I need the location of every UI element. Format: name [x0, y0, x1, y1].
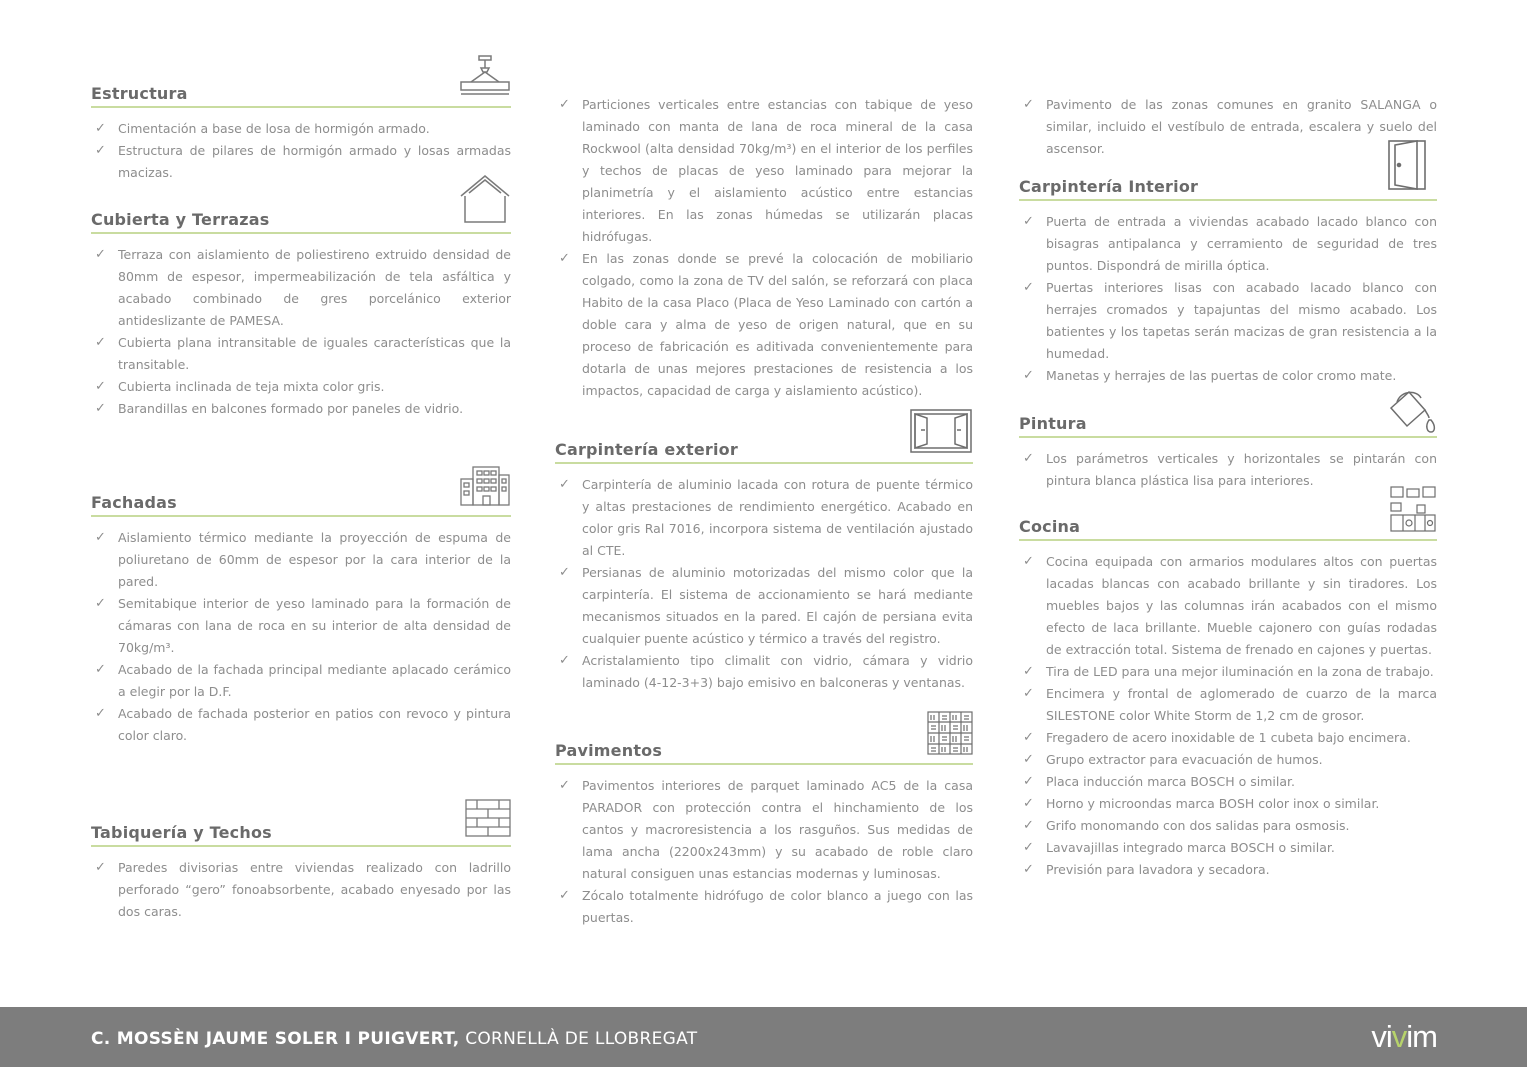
list-particiones — [555, 94, 973, 402]
list-item: ✓ Zócalo totalmente hidrófugo de color blanco a juego con las puertas. — [555, 885, 973, 929]
check-icon: ✓ — [1023, 686, 1034, 701]
check-icon: ✓ — [1023, 451, 1034, 466]
window-icon — [909, 408, 973, 458]
check-icon: ✓ — [1023, 796, 1034, 811]
check-icon: ✓ — [95, 121, 106, 136]
section-header — [1019, 179, 1437, 201]
section-header — [1019, 519, 1437, 541]
check-icon: ✓ — [1023, 214, 1034, 229]
check-icon: ✓ — [1023, 818, 1034, 833]
check-icon: ✓ — [95, 860, 106, 875]
section-header — [1019, 416, 1437, 438]
check-icon: ✓ — [1023, 554, 1034, 569]
check-icon: ✓ — [1023, 280, 1034, 295]
section-cocina — [1019, 519, 1437, 881]
list-item: ✓ Pavimentos interiores de parquet laminado AC5 de la casa PARADOR con protección contra el hinchamiento de los cantos y macroresistencia a los rasguños. Sus medidas de lama ancha (2200x243mm) y su acabado de roble claro natural consiguen unas estancias modernas y luminosas. — [555, 775, 973, 885]
list-item: ✓ Lavavajillas integrado marca BOSCH o similar. — [1019, 837, 1437, 859]
list-item: ✓ Horno y microondas marca BOSH color inox o similar. — [1019, 793, 1437, 815]
list-item: ✓ Pavimento de las zonas comunes en granito SALANGA o similar, incluido el vestíbulo de entrada, escalera y suelo del ascensor. — [1019, 94, 1437, 160]
check-icon: ✓ — [95, 401, 106, 416]
section-title: Fachadas — [91, 493, 177, 512]
list-item: ✓ Encimera y frontal de aglomerado de cuarzo de la marca SILESTONE color White Storm de 1,2 cm de grosor. — [1019, 683, 1437, 727]
parquet-floor-icon — [927, 711, 973, 759]
section-header — [555, 743, 973, 765]
brick-wall-icon — [465, 799, 511, 841]
section-estructura — [91, 86, 511, 184]
construction-crane-icon — [459, 54, 511, 102]
list-item: ✓ Cubierta inclinada de teja mixta color gris. — [91, 376, 511, 398]
check-icon: ✓ — [1023, 664, 1034, 679]
check-icon: ✓ — [559, 653, 570, 668]
list-tabiqueria — [91, 857, 511, 923]
section-pavimento-comunes — [1019, 84, 1437, 160]
section-carpinteria-interior — [1019, 179, 1437, 387]
list-item: ✓ Grifo monomando con dos salidas para osmosis. — [1019, 815, 1437, 837]
list-item: ✓ Puertas interiores lisas con acabado lacado blanco con herrajes cromados y tapajuntas del mismo acabado. Los batientes y los tapetas serán macizas de gran resistencia a la humedad. — [1019, 277, 1437, 365]
list-item: ✓ Particiones verticales entre estancias con tabique de yeso laminado con manta de lana de roca mineral de la casa Rockwool (alta densidad 70kg/m³) en el interior de los perfiles y techos de placas de yeso laminado para mejorar la planimetría y el aislamiento acústico entre estancias interiores. En las zonas húmedas se utilizarán placas hidrófugas. — [555, 94, 973, 248]
list-item: ✓ Acristalamiento tipo climalit con vidrio, cámara y vidrio laminado (4-12-3+3) bajo emisivo en balconeras y ventanas. — [555, 650, 973, 694]
house-icon — [459, 174, 511, 228]
list-carpinteria-exterior — [555, 474, 973, 694]
footer-city: CORNELLÀ DE LLOBREGAT — [465, 1029, 698, 1049]
list-item: ✓ Acabado de fachada posterior en patios con revoco y pintura color claro. — [91, 703, 511, 747]
check-icon: ✓ — [95, 662, 106, 677]
check-icon: ✓ — [95, 706, 106, 721]
footer-street: C. MOSSÈN JAUME SOLER I PUIGVERT, — [91, 1029, 460, 1049]
check-icon: ✓ — [95, 143, 106, 158]
section-title: Carpintería Interior — [1019, 177, 1199, 196]
paint-bucket-icon — [1387, 386, 1437, 442]
list-item: ✓ Carpintería de aluminio lacada con rotura de puente térmico y altas prestaciones de rendimiento energético. Acabado en color gris Ral 7016, incorpora sistema de ventilación ajustado al CTE. — [555, 474, 973, 562]
section-title: Tabiquería y Techos — [91, 823, 272, 842]
check-icon: ✓ — [1023, 774, 1034, 789]
list-item: ✓ En las zonas donde se prevé la colocación de mobiliario colgado, como la zona de TV del salón, se reforzará con placa Habito de la casa Placo (Placa de Yeso Laminado con cartón a doble cara y alma de yeso de origen natural, que en su proceso de fabricación es aditivada convenientemente para dotarla de unas mejores prestaciones de resistencia a los impactos, capacidad de carga y aislamiento acústico). — [555, 248, 973, 402]
section-tabiqueria — [91, 825, 511, 923]
section-title: Cubierta y Terrazas — [91, 210, 270, 229]
check-icon: ✓ — [1023, 368, 1034, 383]
list-pavimentos — [555, 775, 973, 929]
check-icon: ✓ — [559, 477, 570, 492]
section-pavimentos — [555, 743, 973, 929]
section-header — [555, 442, 973, 464]
list-item: ✓ Terraza con aislamiento de poliestireno extruido densidad de 80mm de espesor, impermeabilización de tela asfáltica y acabado combinado de gres porcelánico exterior antideslizante de PAMESA. — [91, 244, 511, 332]
check-icon: ✓ — [1023, 840, 1034, 855]
kitchen-icon — [1389, 485, 1437, 537]
check-icon: ✓ — [559, 251, 570, 266]
list-item: ✓ Tira de LED para una mejor iluminación en la zona de trabajo. — [1019, 661, 1437, 683]
list-item: ✓ Placa inducción marca BOSCH o similar. — [1019, 771, 1437, 793]
check-icon: ✓ — [95, 530, 106, 545]
list-item: ✓ Cimentación a base de losa de hormigón armado. — [91, 118, 511, 140]
list-item: ✓ Previsión para lavadora y secadora. — [1019, 859, 1437, 881]
section-title: Estructura — [91, 84, 188, 103]
list-item: ✓ Fregadero de acero inoxidable de 1 cubeta bajo encimera. — [1019, 727, 1437, 749]
list-item: ✓ Aislamiento térmico mediante la proyección de espuma de poliuretano de 60mm de espesor por la cara interior de la pared. — [91, 527, 511, 593]
list-item: ✓ Cubierta plana intransitable de iguales características que la transitable. — [91, 332, 511, 376]
section-header — [91, 825, 511, 847]
list-item: ✓ Barandillas en balcones formado por paneles de vidrio. — [91, 398, 511, 420]
check-icon: ✓ — [95, 335, 106, 350]
section-pintura — [1019, 416, 1437, 492]
list-pavimento-comunes — [1019, 94, 1437, 160]
section-header — [91, 212, 511, 234]
section-header — [91, 86, 511, 108]
door-icon — [1387, 139, 1427, 195]
section-particiones — [555, 84, 973, 402]
list-item: ✓ Estructura de pilares de hormigón armado y losas armadas macizas. — [91, 140, 511, 184]
list-cubierta — [91, 244, 511, 420]
list-pintura — [1019, 448, 1437, 492]
check-icon: ✓ — [95, 247, 106, 262]
check-icon: ✓ — [1023, 752, 1034, 767]
section-fachadas — [91, 495, 511, 747]
list-carpinteria-interior — [1019, 211, 1437, 387]
list-item: ✓ Los parámetros verticales y horizontales se pintarán con pintura blanca plástica lisa para interiores. — [1019, 448, 1437, 492]
section-title: Carpintería exterior — [555, 440, 738, 459]
section-title: Cocina — [1019, 517, 1081, 536]
vivim-logo: vivim — [1371, 1019, 1437, 1054]
section-cubierta — [91, 212, 511, 420]
section-header — [91, 495, 511, 517]
section-carpinteria-exterior — [555, 442, 973, 694]
list-item: ✓ Puerta de entrada a viviendas acabado lacado blanco con bisagras antipalanca y cerramiento de seguridad de tres puntos. Dispondrá de mirilla óptica. — [1019, 211, 1437, 277]
check-icon: ✓ — [559, 97, 570, 112]
list-item: ✓ Paredes divisorias entre viviendas realizado con ladrillo perforado “gero” fonoabsorbente, acabado enyesado por las dos caras. — [91, 857, 511, 923]
check-icon: ✓ — [1023, 97, 1034, 112]
check-icon: ✓ — [95, 596, 106, 611]
check-icon: ✓ — [1023, 730, 1034, 745]
section-title: Pintura — [1019, 414, 1087, 433]
list-fachadas — [91, 527, 511, 747]
list-item: ✓ Grupo extractor para evacuación de humos. — [1019, 749, 1437, 771]
footer-bar — [0, 1007, 1527, 1067]
list-item: ✓ Manetas y herrajes de las puertas de color cromo mate. — [1019, 365, 1437, 387]
list-cocina — [1019, 551, 1437, 881]
check-icon: ✓ — [559, 778, 570, 793]
check-icon: ✓ — [559, 888, 570, 903]
list-estructura — [91, 118, 511, 184]
building-facade-icon — [459, 465, 511, 511]
check-icon: ✓ — [1023, 862, 1034, 877]
list-item: ✓ Acabado de la fachada principal mediante aplacado cerámico a elegir por la D.F. — [91, 659, 511, 703]
logo-accent: v — [1391, 1019, 1407, 1054]
list-item: ✓ Semitabique interior de yeso laminado para la formación de cámaras con lana de roca en su interior de alta densidad de 70kg/m³. — [91, 593, 511, 659]
section-title: Pavimentos — [555, 741, 663, 760]
list-item: ✓ Persianas de aluminio motorizadas del mismo color que la carpintería. El sistema de accionamiento se hará mediante mecanismos situados en la pared. El cajón de persiana evita cualquier puente acústico y térmico a través del registro. — [555, 562, 973, 650]
footer-address — [91, 1029, 697, 1049]
list-item: ✓ Cocina equipada con armarios modulares altos con puertas lacadas blancas con acabado brillante y sin tiradores. Los muebles bajos y las columnas irán acabados con el mismo efecto de laca brillante. Mueble cajonero con guías rodadas de extracción total. Sistema de frenado en cajones y puertas. — [1019, 551, 1437, 661]
check-icon: ✓ — [95, 379, 106, 394]
check-icon: ✓ — [559, 565, 570, 580]
